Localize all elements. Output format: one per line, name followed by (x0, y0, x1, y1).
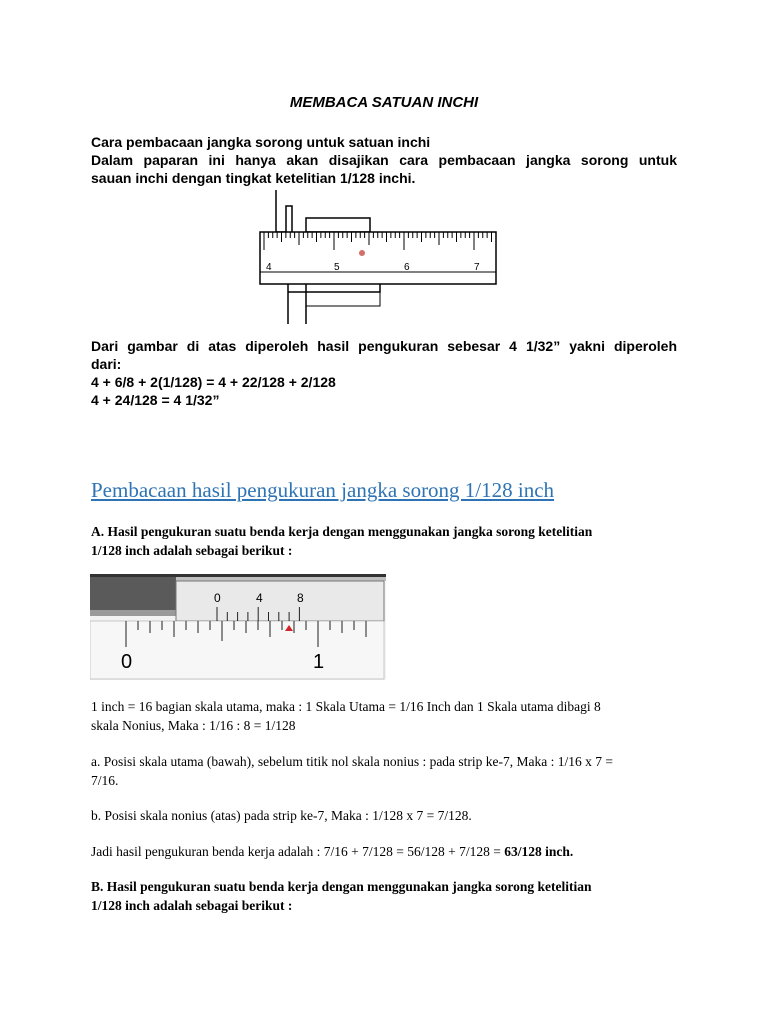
result-line-1: Dari gambar di atas diperoleh hasil pengukuran sebesar 4 1/32” yakni diperoleh (91, 338, 677, 354)
main-label: 0 (121, 651, 133, 673)
intro-line-1: Cara pembacaan jangka sorong untuk satuan inchi (91, 134, 431, 150)
section-heading: Pembacaan hasil pengukuran jangka sorong 1/128 inch (91, 478, 555, 502)
caliper-main-beam (260, 232, 496, 284)
section-a-intro (91, 522, 681, 560)
result-line-2: dari: (91, 356, 122, 372)
vernier-plate (176, 581, 384, 621)
vernier-label: 4 (256, 591, 263, 605)
conclusion-result: 63/128 inch. (504, 844, 574, 859)
scale-label: 5 (334, 262, 340, 273)
section-b-intro (91, 877, 681, 915)
paragraph-point-a (91, 752, 681, 790)
section-a-line-2: 1/128 inch adalah sebagai berikut : (91, 543, 293, 558)
paragraph-point-b: b. Posisi skala nonius (atas) pada strip ke-7, Maka : 1/128 x 7 = 7/128. (91, 808, 472, 823)
scale-label: 4 (266, 262, 272, 273)
para2-line-2: 7/16. (91, 773, 119, 788)
scale-label: 6 (404, 262, 410, 273)
vernier-label: 0 (214, 591, 221, 605)
caliper-figure-1 (248, 188, 510, 328)
measurement-mark (359, 250, 365, 256)
vernier-figure-2 (90, 574, 386, 680)
result-line-4: 4 + 24/128 = 4 1/32” (91, 392, 220, 408)
main-label: 1 (313, 651, 325, 673)
para1-line-1: 1 inch = 16 bagian skala utama, maka : 1 Skala Utama = 1/16 Inch dan 1 Skala utama dibagi 8 (91, 699, 601, 714)
intro-paragraph (91, 133, 677, 187)
caliper-fixed-jaw (276, 190, 292, 232)
section-b-line-2: 1/128 inch adalah sebagai berikut : (91, 898, 293, 913)
paragraph-conclusion (91, 842, 681, 861)
section-a-line-1: A. Hasil pengukuran suatu benda kerja dengan menggunakan jangka sorong ketelitian (91, 524, 593, 539)
section-b-line-1: B. Hasil pengukuran suatu benda kerja dengan menggunakan jangka sorong ketelitian (91, 879, 592, 894)
page-title: MEMBACA SATUAN INCHI (289, 94, 479, 111)
vernier-label: 8 (297, 591, 304, 605)
caliper-lower-jaw (288, 284, 380, 324)
scale-label: 7 (474, 262, 480, 273)
main-scale-plate (90, 621, 384, 679)
paragraph-scale-info (91, 697, 681, 735)
result-line-3: 4 + 6/8 + 2(1/128) = 4 + 22/128 + 2/128 (91, 374, 336, 390)
result-paragraph (91, 337, 677, 409)
para1-line-2: skala Nonius, Maka : 1/16 : 8 = 1/128 (91, 718, 296, 733)
para2-line-1: a. Posisi skala utama (bawah), sebelum titik nol skala nonius : pada strip ke-7, Maka : 1/16 x 7 = (91, 754, 614, 769)
caliper-jaw-dark (90, 576, 176, 610)
intro-line-3: sauan inchi dengan tingkat ketelitian 1/128 inchi. (91, 170, 416, 186)
intro-line-2: Dalam paparan ini hanya akan disajikan cara pembacaan jangka sorong untuk (91, 152, 677, 168)
conclusion-text: Jadi hasil pengukuran benda kerja adalah : 7/16 + 7/128 = 56/128 + 7/128 = (91, 844, 505, 859)
caliper-vernier-top (306, 218, 370, 232)
